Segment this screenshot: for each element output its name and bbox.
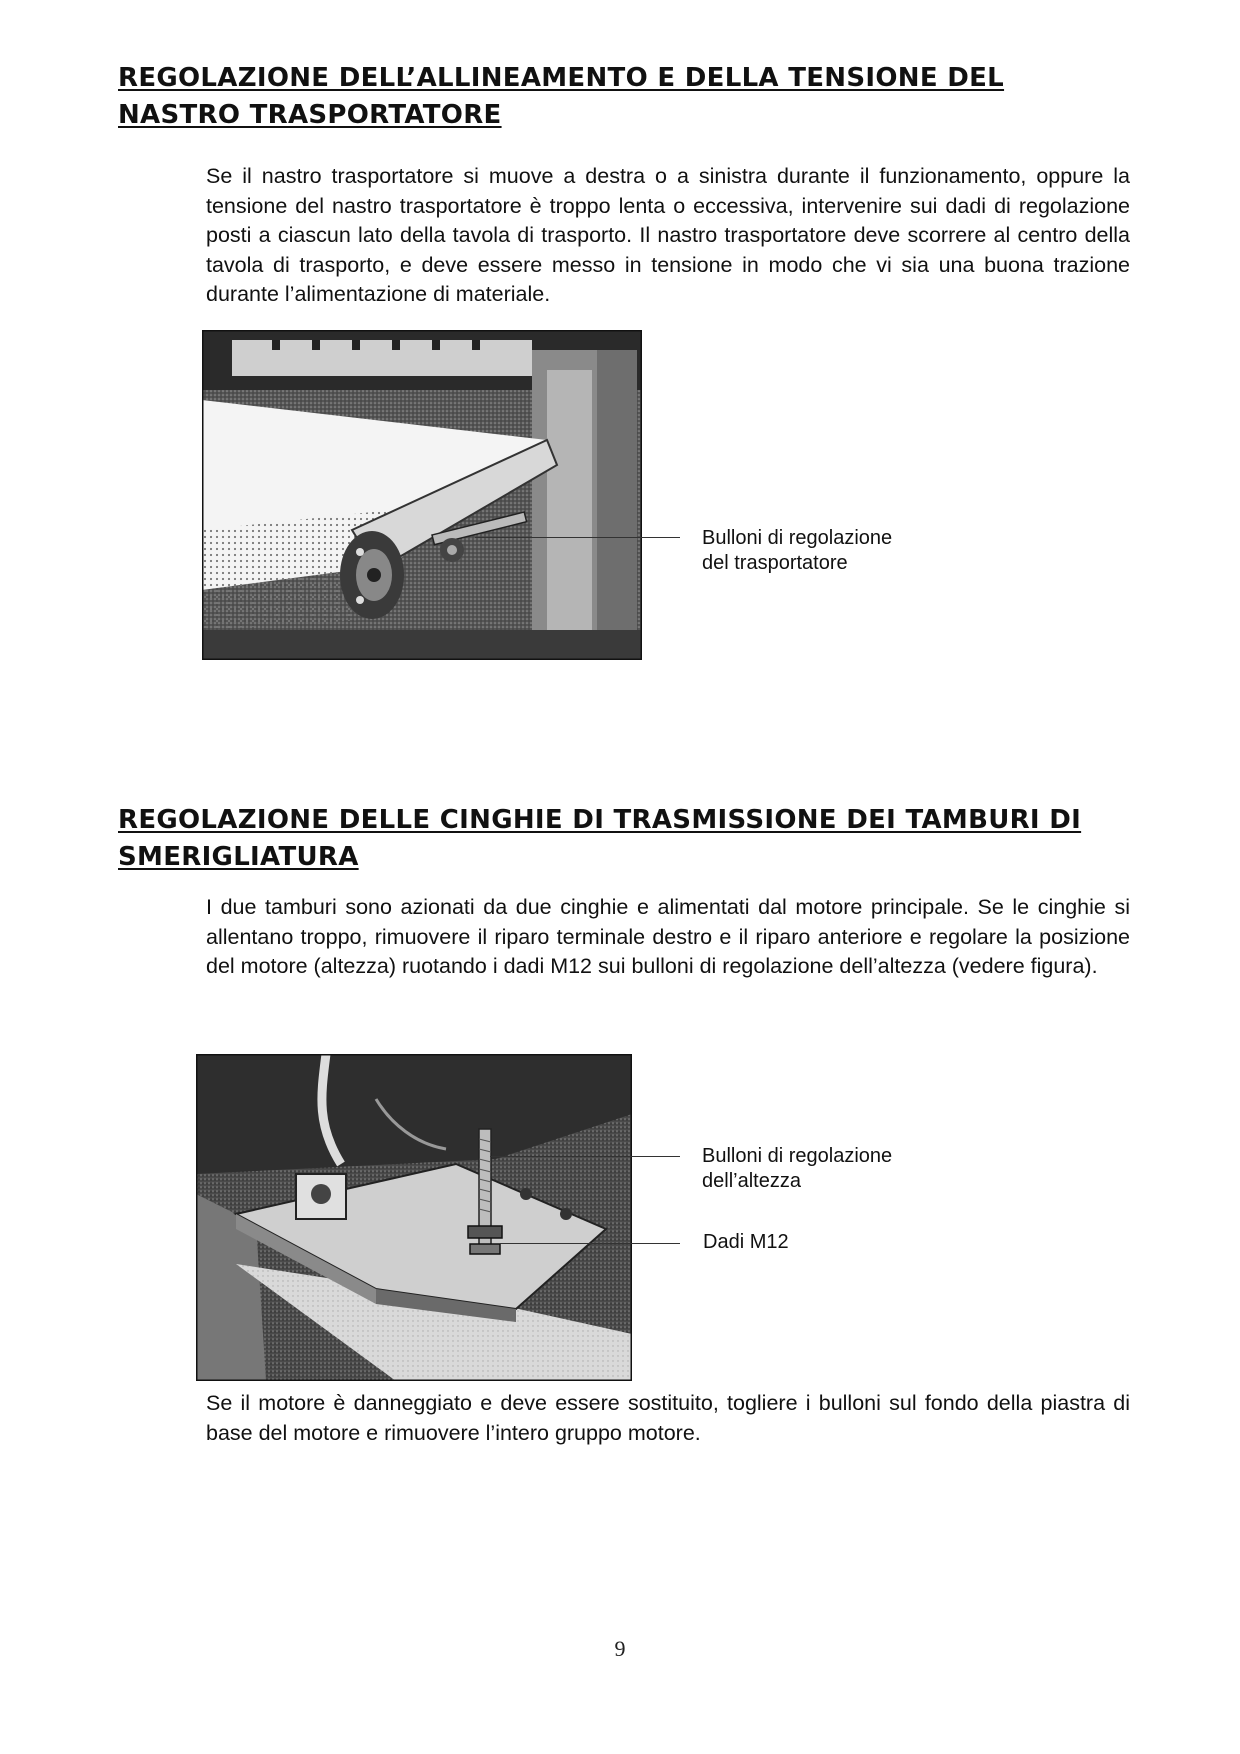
section1-heading-line1: REGOLAZIONE DELL’ALLINEAMENTO E DELLA TENSIONE DEL (118, 63, 1005, 93)
section2-paragraph1: I due tamburi sono azionati da due cinghie e alimentati dal motore principale. Se le cinghie si allentano troppo, rimuovere il riparo terminale destro e il riparo anteriore e regolare la posizione del motore (altezza) ruotando i dadi M12 sui bulloni di regolazione dell’altezza (vedere figura). (206, 895, 1130, 978)
section2-paragraph2: Se il motore è danneggiato e deve essere sostituito, togliere i bulloni sul fondo della piastra di base del motore e rimuovere l’intero gruppo motore. (206, 1391, 1130, 1445)
section1-paragraph: Se il nastro trasportatore si muove a destra o a sinistra durante il funzionamento, oppure la tensione del nastro trasportatore è troppo lenta o eccessiva, intervenire sui dadi di regolazione posti a ciascun lato della tavola di trasporto. Il nastro trasportatore deve scorrere al centro della tavola di trasporto, e deve essere messo in tensione in modo che vi sia una buona trazione durante l’alimentazione di materiale. (206, 164, 1130, 306)
conveyor-callout-line (475, 537, 680, 538)
section2-heading-line1: REGOLAZIONE DELLE CINGHIE DI TRASMISSIONE DEI TAMBURI DI (118, 805, 1082, 835)
page-number: 9 (614, 1636, 626, 1661)
section2-heading-line2: SMERIGLIATURA (118, 842, 359, 872)
section2-heading (118, 802, 1128, 876)
section1-heading (118, 60, 1128, 134)
height-bolt-callout-label: Bulloni di regolazione dell’altezza (702, 1145, 893, 1192)
nuts-callout-label: Dadi M12 (703, 1231, 789, 1253)
conveyor-photo (202, 330, 642, 660)
height-bolt-callout-line (490, 1156, 680, 1157)
motor-photo (196, 1054, 632, 1381)
nuts-callout-line (500, 1243, 680, 1244)
conveyor-callout-label: Bulloni di regolazione del trasportatore (702, 527, 893, 574)
section1-heading-line2: NASTRO TRASPORTATORE (118, 100, 502, 130)
